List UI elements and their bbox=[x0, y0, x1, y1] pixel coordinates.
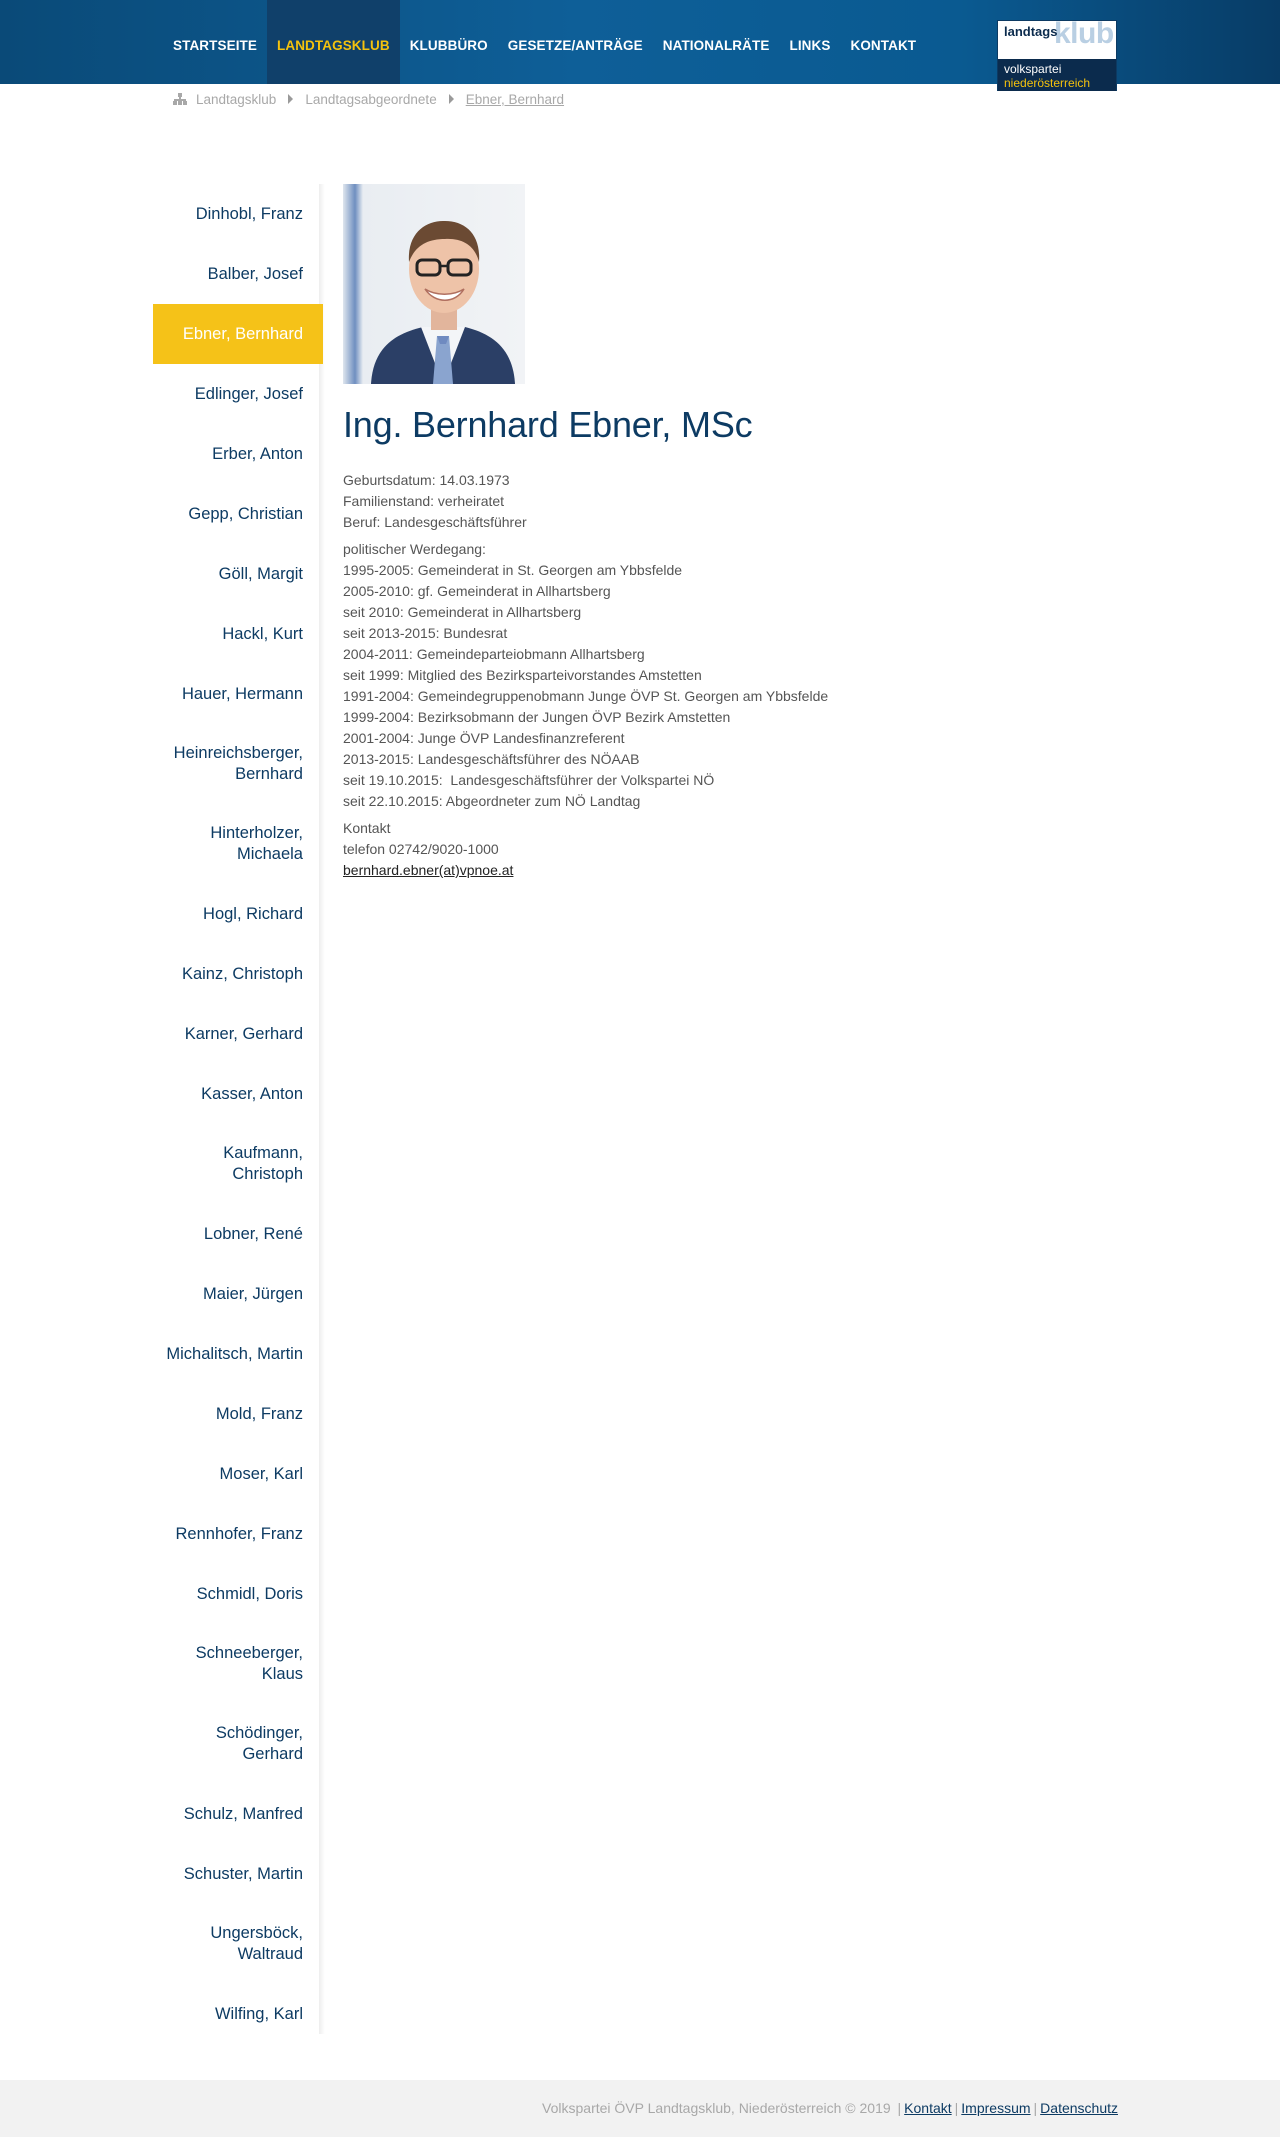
contact-email-link[interactable]: bernhard.ebner(at)vpnoe.at bbox=[343, 862, 514, 878]
member-name: Ing. Bernhard Ebner, MSc bbox=[343, 404, 753, 445]
sidebar-member-item[interactable]: Göll, Margit bbox=[218, 564, 303, 583]
nav-item-klubbuero[interactable]: KLUBBÜRO bbox=[409, 38, 488, 53]
sidebar-member-item[interactable]: Dinhobl, Franz bbox=[195, 204, 303, 223]
logo-niederoesterreich-text: niederösterreich bbox=[1004, 76, 1091, 90]
sidebar-member-item[interactable]: Wilfing, Karl bbox=[214, 2004, 303, 2023]
sidebar-member-item[interactable]: Balber, Josef bbox=[207, 264, 303, 283]
contact-phone: telefon 02742/9020-1000 bbox=[343, 841, 499, 857]
career-entry: 1991-2004: Gemeindegruppenobmann Junge ÖVP St. Georgen am Ybbsfelde bbox=[343, 688, 829, 704]
nav-item-links[interactable]: LINKS bbox=[789, 38, 831, 53]
sidebar-member-item[interactable]: Gepp, Christian bbox=[188, 504, 303, 523]
sidebar-member-item[interactable]: Schneeberger, Klaus bbox=[195, 1644, 303, 1683]
contact-heading: Kontakt bbox=[343, 820, 391, 836]
logo-landtags-text: landtags bbox=[1004, 24, 1058, 39]
career-entry: 1995-2005: Gemeinderat in St. Georgen am Ybbsfelde bbox=[343, 562, 683, 578]
breadcrumb-landtagsklub[interactable]: Landtagsklub bbox=[196, 91, 277, 107]
sidebar-member-item[interactable]: Schulz, Manfred bbox=[183, 1804, 303, 1823]
career-entry: seit 2013-2015: Bundesrat bbox=[343, 625, 508, 641]
footer-link-kontakt[interactable]: Kontakt bbox=[904, 2100, 952, 2116]
sidebar-member-item[interactable]: Ungersböck, Waltraud bbox=[210, 1924, 303, 1963]
career-entry: 2001-2004: Junge ÖVP Landesfinanzreferent bbox=[343, 730, 625, 746]
logo-bottom bbox=[998, 57, 1116, 91]
sidebar-member-item[interactable]: Kaufmann, Christoph bbox=[223, 1144, 303, 1183]
sidebar-member-item[interactable]: Moser, Karl bbox=[219, 1464, 303, 1483]
nav-item-landtagsklub[interactable]: LANDTAGSKLUB bbox=[267, 0, 400, 84]
career-entry: seit 19.10.2015: Landesgeschäftsführer der Volkspartei NÖ bbox=[343, 772, 715, 788]
family-status: Familienstand: verheiratet bbox=[343, 493, 505, 509]
main-nav bbox=[163, 0, 926, 84]
birth-date: Geburtsdatum: 14.03.1973 bbox=[343, 472, 510, 488]
sidebar-member-item[interactable]: Karner, Gerhard bbox=[184, 1024, 303, 1043]
career-entry: seit 2010: Gemeinderat in Allhartsberg bbox=[343, 604, 582, 620]
member-photo bbox=[343, 184, 543, 384]
sidebar-member-item[interactable]: Michalitsch, Martin bbox=[166, 1344, 303, 1363]
career-entry: seit 1999: Mitglied des Bezirksparteivorstandes Amstetten bbox=[343, 667, 702, 683]
breadcrumb-current[interactable]: Ebner, Bernhard bbox=[465, 91, 565, 107]
footer-link-impressum[interactable]: Impressum bbox=[961, 2100, 1031, 2116]
sidebar-member-item[interactable]: Maier, Jürgen bbox=[203, 1284, 303, 1303]
sidebar-member-item[interactable]: Rennhofer, Franz bbox=[175, 1524, 303, 1543]
career-entry: 2004-2011: Gemeindeparteiobmann Allhartsberg bbox=[343, 646, 645, 662]
member-info bbox=[343, 470, 828, 881]
sidebar-member-item[interactable]: Hinterholzer, Michaela bbox=[210, 824, 303, 863]
sidebar-member-item[interactable]: Schuster, Martin bbox=[183, 1864, 303, 1883]
career-entry: 2005-2010: gf. Gemeinderat in Allhartsberg bbox=[343, 583, 611, 599]
member-sidebar bbox=[153, 184, 323, 2044]
site-logo[interactable] bbox=[997, 17, 1117, 91]
footer-text: Volkspartei ÖVP Landtagsklub, Niederösterreich © 2019 | Kontakt | Impressum | Datenschutz bbox=[542, 2100, 1118, 2116]
career-heading: politischer Werdegang: bbox=[343, 541, 486, 557]
sidebar-member-item[interactable]: Kainz, Christoph bbox=[181, 964, 303, 983]
career-list bbox=[343, 560, 828, 812]
sidebar-member-item[interactable]: Lobner, René bbox=[203, 1224, 303, 1243]
site-footer bbox=[0, 2080, 1280, 2137]
career-entry: seit 22.10.2015: Abgeordneter zum NÖ Landtag bbox=[343, 793, 641, 809]
sidebar-member-item[interactable]: Hogl, Richard bbox=[203, 904, 303, 923]
footer-link-datenschutz[interactable]: Datenschutz bbox=[1040, 2100, 1118, 2116]
sidebar-member-item[interactable]: Mold, Franz bbox=[215, 1404, 303, 1423]
breadcrumb-landtagsabgeordnete[interactable]: Landtagsabgeordnete bbox=[305, 91, 437, 107]
portrait-image bbox=[343, 184, 543, 384]
career-entry: 1999-2004: Bezirksobmann der Jungen ÖVP Bezirk Amstetten bbox=[343, 709, 731, 725]
nav-item-startseite[interactable]: STARTSEITE bbox=[173, 38, 258, 53]
sidebar-member-item[interactable]: Ebner, Bernhard bbox=[153, 304, 323, 364]
sidebar-member-item[interactable]: Hauer, Hermann bbox=[181, 684, 303, 703]
logo-top bbox=[998, 17, 1116, 57]
occupation: Beruf: Landesgeschäftsführer bbox=[343, 514, 527, 530]
sidebar-member-item[interactable]: Heinreichsberger, Bernhard bbox=[173, 744, 303, 783]
nav-item-kontakt[interactable]: KONTAKT bbox=[850, 38, 917, 53]
breadcrumb-separator-icon bbox=[288, 94, 293, 104]
logo-volkspartei-text: volkspartei bbox=[1004, 62, 1062, 76]
logo-klub-text: klub bbox=[1054, 17, 1114, 50]
sidebar-member-item[interactable]: Schödinger, Gerhard bbox=[215, 1724, 303, 1763]
career-entry: 2013-2015: Landesgeschäftsführer des NÖAAB bbox=[343, 751, 640, 767]
sidebar-member-item[interactable]: Erber, Anton bbox=[212, 444, 303, 463]
breadcrumb bbox=[173, 89, 564, 109]
breadcrumb-separator-icon bbox=[449, 94, 454, 104]
sidebar-member-item[interactable]: Kasser, Anton bbox=[201, 1084, 303, 1103]
site-header bbox=[0, 0, 1280, 90]
sidebar-member-item[interactable]: Hackl, Kurt bbox=[222, 624, 303, 643]
nav-item-nationalraete[interactable]: NATIONALRÄTE bbox=[662, 38, 770, 53]
sidebar-member-item[interactable]: Edlinger, Josef bbox=[194, 384, 303, 403]
nav-item-gesetze-antraege[interactable]: GESETZE/ANTRÄGE bbox=[507, 38, 643, 53]
copyright-text: Volkspartei ÖVP Landtagsklub, Niederösterreich © 2019 bbox=[542, 2100, 891, 2116]
sidebar-member-item[interactable]: Schmidl, Doris bbox=[196, 1584, 303, 1603]
sitemap-icon bbox=[173, 93, 187, 105]
